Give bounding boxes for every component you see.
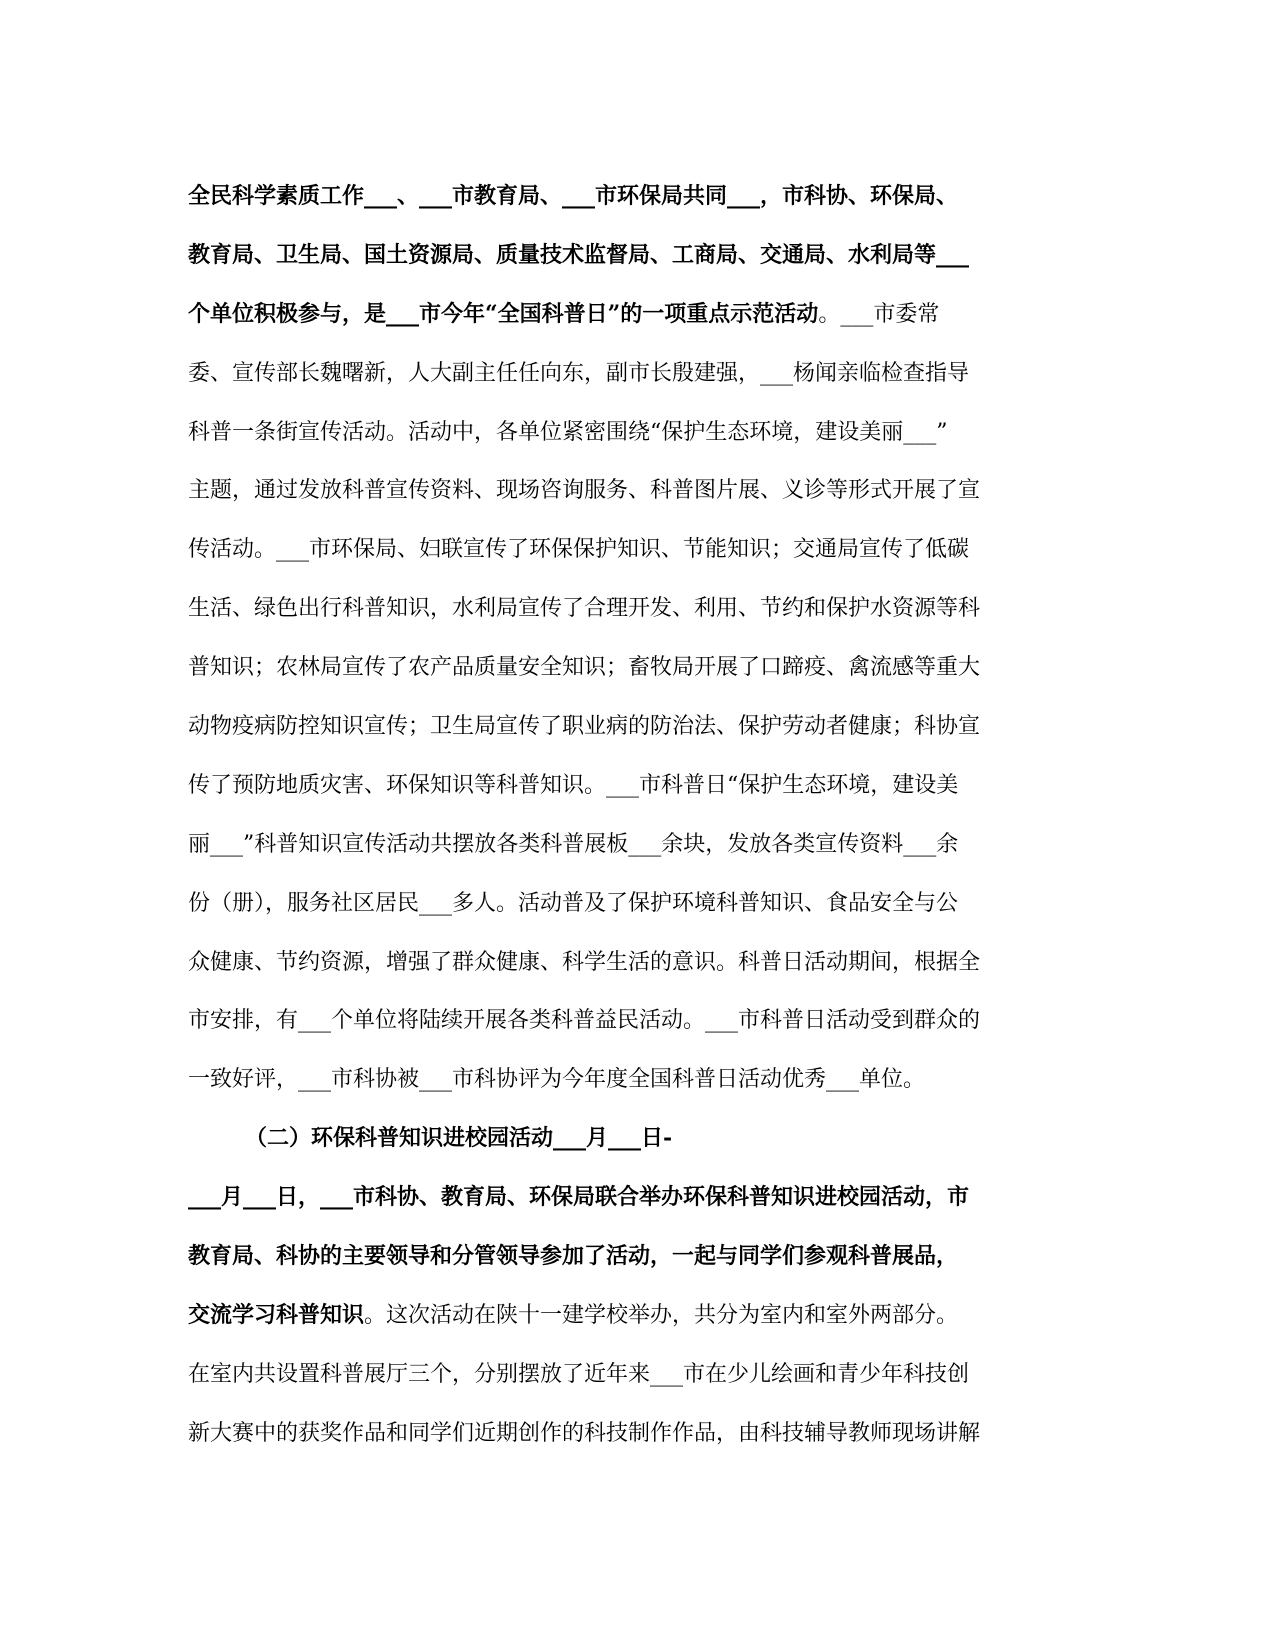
regular-text: 新大赛中的获奖作品和同学们近期创作的科技制作作品，由科技辅导教师现场讲解 [188, 1420, 981, 1446]
regular-text: 份（册），服务社区居民___多人。活动普及了保护环境科普知识、食品安全与公 [188, 890, 959, 916]
regular-text: 普知识；农林局宣传了农产品质量安全知识；畜牧局开展了口蹄疫、禽流感等重大 [188, 655, 981, 681]
regular-text: 在室内共设置科普展厅三个，分别摆放了近年来___市在少儿绘画和青少年科技创 [188, 1361, 970, 1387]
text-line [188, 1404, 1088, 1463]
text-line [188, 226, 1088, 285]
regular-text: 一致好评，___市科协被___市科协评为今年度全国科普日活动优秀___单位。 [188, 1067, 926, 1093]
text-line [188, 461, 1088, 520]
bold-text: ___月___日，___市科协、教育局、环保局联合举办环保科普知识进校园活动，市 [188, 1184, 970, 1211]
regular-text: 传了预防地质灾害、环保知识等科普知识。___市科普日“保护生态环境，建设美 [188, 772, 959, 798]
bold-text: 交流学习科普知识 [188, 1301, 365, 1328]
regular-text: 生活、绿色出行科普知识，水利局宣传了合理开发、利用、节约和保护水资源等科 [188, 596, 981, 622]
text-line [188, 933, 1088, 992]
text-line [188, 1227, 1088, 1286]
text-line [188, 756, 1088, 815]
text-line [188, 874, 1088, 933]
text-line [188, 815, 1088, 874]
regular-text: 丽___”科普知识宣传活动共摆放各类科普展板___余块，发放各类宣传资料___余 [188, 831, 959, 857]
text-line [188, 697, 1088, 756]
bold-text: 全民科学素质工作___、___市教育局、___市环保局共同___，市科协、环保局、 [188, 183, 959, 209]
text-line [188, 1286, 1088, 1345]
bold-text: 个单位积极参与，是___市今年“全国科普日”的一项重点示范活动 [188, 300, 819, 327]
regular-text: 传活动。___市环保局、妇联宣传了环保保护知识、节能知识；交通局宣传了低碳 [188, 537, 970, 563]
regular-text: 。___市委常 [818, 301, 940, 327]
document-body [188, 167, 1088, 1463]
text-line [188, 520, 1088, 579]
bold-text: 教育局、科协的主要领导和分管领导参加了活动，一起与同学们参观科普展品， [188, 1243, 959, 1270]
text-line [188, 403, 1088, 462]
text-line [188, 991, 1088, 1050]
text-line [188, 579, 1088, 638]
text-line [188, 1050, 1088, 1109]
regular-text: 主题，通过发放科普宣传资料、现场咨询服务、科普图片展、义诊等形式开展了宣 [188, 478, 981, 504]
regular-text: 委、宣传部长魏曙新，人大副主任任向东，副市长殷建强，___杨闻亲临检查指导 [188, 360, 970, 386]
text-line [188, 285, 1088, 344]
bold-text: 教育局、卫生局、国土资源局、质量技术监督局、工商局、交通局、水利局等___ [188, 241, 970, 268]
text-line [188, 638, 1088, 697]
regular-text: 动物疫病防控知识宣传；卫生局宣传了职业病的防治法、保护劳动者健康；科协宣 [188, 714, 981, 740]
regular-text: 市安排，有___个单位将陆续开展各类科普益民活动。___市科普日活动受到群众的 [188, 1008, 981, 1034]
text-line [188, 1345, 1088, 1404]
bold-text: （二）环保科普知识进校园活动___月___日- [245, 1125, 673, 1152]
text-line [188, 344, 1088, 403]
section-heading [188, 1109, 1088, 1168]
text-line [188, 1168, 1088, 1227]
text-line [188, 167, 1088, 226]
regular-text: 科普一条街宣传活动。活动中，各单位紧密围绕“保护生态环境，建设美丽___” [188, 419, 948, 445]
regular-text: 众健康、节约资源，增强了群众健康、科学生活的意识。科普日活动期间，根据全 [188, 949, 981, 975]
regular-text: 。这次活动在陕十一建学校举办，共分为室内和室外两部分。 [364, 1302, 959, 1328]
